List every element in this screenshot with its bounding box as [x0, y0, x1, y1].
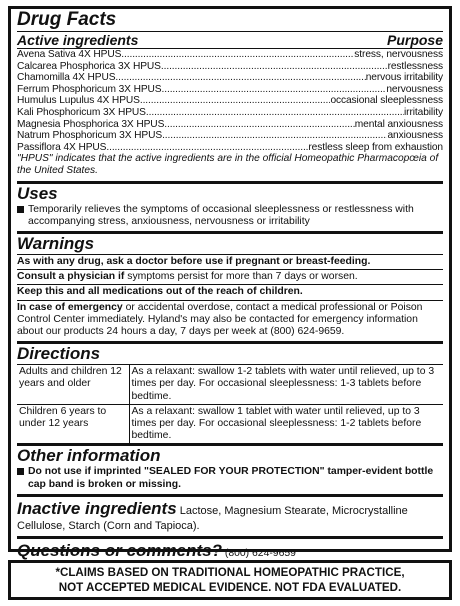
directions-how: As a relaxant: swallow 1 tablet with water until relieved, up to 3 times per day. For occasional sleeplessness: 1-2 tablets before bedtime.: [129, 404, 443, 443]
inactive-ingredients-text: Lactose, Magnesium Stearate, Microcrystalline Cellulose, Starch (Corn and Tapioca).: [17, 504, 408, 532]
inactive-ingredients-section: [17, 497, 443, 539]
bullet-square-icon: [17, 206, 24, 213]
warning-consult: [17, 269, 443, 284]
warnings-section: [17, 234, 443, 344]
leader-dots: [162, 130, 387, 142]
hpus-note: "HPUS" indicates that the active ingredients are in the official Homeopathic Pharmacopœia of the United States.: [17, 153, 439, 176]
leader-dots: [161, 61, 388, 73]
uses-title: Uses: [17, 183, 58, 203]
questions-phone: (800) 624-9659: [221, 547, 296, 559]
other-information-section: [17, 446, 443, 496]
ingredient-row: [17, 61, 443, 73]
ingredient-purpose: irritability: [404, 106, 443, 118]
homeopathic-claim-notice: [8, 560, 452, 600]
claim-line-1: *CLAIMS BASED ON TRADITIONAL HOMEOPATHIC PRACTICE,: [55, 566, 405, 579]
warning-consult-bold: Consult a physician if: [17, 271, 125, 283]
ingredient-purpose: occasional sleeplessness: [330, 95, 443, 107]
directions-section: [17, 344, 443, 446]
purpose-title: Purpose: [386, 32, 443, 48]
warnings-title: Warnings: [17, 233, 95, 253]
ingredient-name: Passiflora 4X HPUS: [17, 141, 107, 153]
uses-text: Temporarily relieves the symptoms of occasional sleeplessness or restlessness with accompanying stress, anxiousness, nervousness or irritability: [28, 203, 414, 227]
ingredient-name: Humulus Lupulus 4X HPUS: [17, 95, 140, 107]
bullet-square-icon: [17, 468, 24, 475]
warning-consult-text: symptoms persist for more than 7 days or worsen.: [124, 271, 358, 283]
active-ingredients-section: [17, 9, 443, 184]
other-information-item: [17, 466, 443, 490]
ingredient-list: [17, 49, 443, 153]
ingredient-row: [17, 84, 443, 96]
warning-pregnant: [17, 254, 443, 269]
warning-pregnant-text: As with any drug, ask a doctor before use if pregnant or breast-feeding.: [17, 255, 371, 267]
table-row: [17, 404, 443, 443]
ingredient-purpose: mental anxiousness: [354, 118, 443, 130]
directions-title: Directions: [17, 344, 101, 364]
directions-how: As a relaxant: swallow 1-2 tablets with water until relieved, up to 3 times per day. For occasional sleeplessness: 1-3 tablets before bedtime.: [129, 365, 443, 405]
leader-dots: [162, 84, 387, 96]
ingredient-row: [17, 107, 443, 119]
leader-dots: [121, 49, 354, 61]
uses-section: [17, 184, 443, 234]
ingredient-name: Ferrum Phosphoricum 3X HPUS: [17, 83, 162, 95]
ingredient-name: Natrum Phosphoricum 3X HPUS: [17, 130, 163, 142]
active-ingredients-header: [17, 32, 443, 49]
ingredient-row: [17, 119, 443, 131]
leader-dots: [146, 107, 404, 119]
inactive-ingredients-line: [17, 499, 443, 533]
ingredient-name: Magnesia Phosphorica 3X HPUS: [17, 118, 165, 130]
other-information-text: Do not use if imprinted "SEALED FOR YOUR PROTECTION" tamper-evident bottle cap band is broken or missing.: [28, 466, 434, 490]
claim-line-2: NOT ACCEPTED MEDICAL EVIDENCE. NOT FDA EVALUATED.: [58, 581, 402, 594]
ingredient-purpose: nervous irritability: [365, 72, 443, 84]
ingredient-row: [17, 95, 443, 107]
ingredient-purpose: restless sleep from exhaustion: [308, 141, 443, 153]
ingredient-purpose: restlessness: [387, 60, 443, 72]
warning-emergency-bold: In case of emergency: [17, 301, 123, 313]
ingredient-row: [17, 130, 443, 142]
other-information-title: Other information: [17, 446, 161, 466]
drug-facts-title: Drug Facts: [17, 9, 443, 32]
inactive-ingredients-title: Inactive ingredients: [17, 498, 177, 518]
leader-dots: [164, 119, 354, 131]
ingredient-name: Calcarea Phosphorica 3X HPUS: [17, 60, 161, 72]
ingredient-purpose: anxiousness: [387, 130, 443, 142]
ingredient-row: [17, 72, 443, 84]
ingredient-row: [17, 49, 443, 61]
uses-item: [17, 204, 443, 228]
questions-title: Questions or comments?: [17, 540, 222, 560]
warning-children-text: Keep this and all medications out of the reach of children.: [17, 286, 303, 298]
leader-dots: [106, 142, 308, 154]
leader-dots: [140, 95, 331, 107]
warning-emergency-text: or accidental overdose, contact a medical professional or Poison Control Center immediately. Hyland's may also be contacted for emergency information about our products 24 hours a day, 7 days per week at (800) 624-9659.: [17, 301, 423, 337]
leader-dots: [115, 72, 365, 84]
ingredient-name: Avena Sativa 4X HPUS: [17, 49, 122, 60]
directions-who: Adults and children 12 years and older: [17, 365, 129, 405]
drug-facts-panel: [8, 6, 452, 560]
ingredient-name: Chamomilla 4X HPUS: [17, 72, 116, 84]
table-row: [17, 365, 443, 405]
warning-children: [17, 284, 443, 299]
directions-table: [17, 364, 443, 443]
warning-emergency: [17, 300, 443, 340]
ingredient-row: [17, 142, 443, 154]
ingredient-name: Kali Phosphoricum 3X HPUS: [17, 106, 146, 118]
active-ingredients-title: Active ingredients: [17, 32, 139, 48]
directions-who: Children 6 years to under 12 years: [17, 404, 129, 443]
ingredient-purpose: nervousness: [386, 83, 443, 95]
ingredient-purpose: stress, nervousness: [354, 49, 443, 60]
